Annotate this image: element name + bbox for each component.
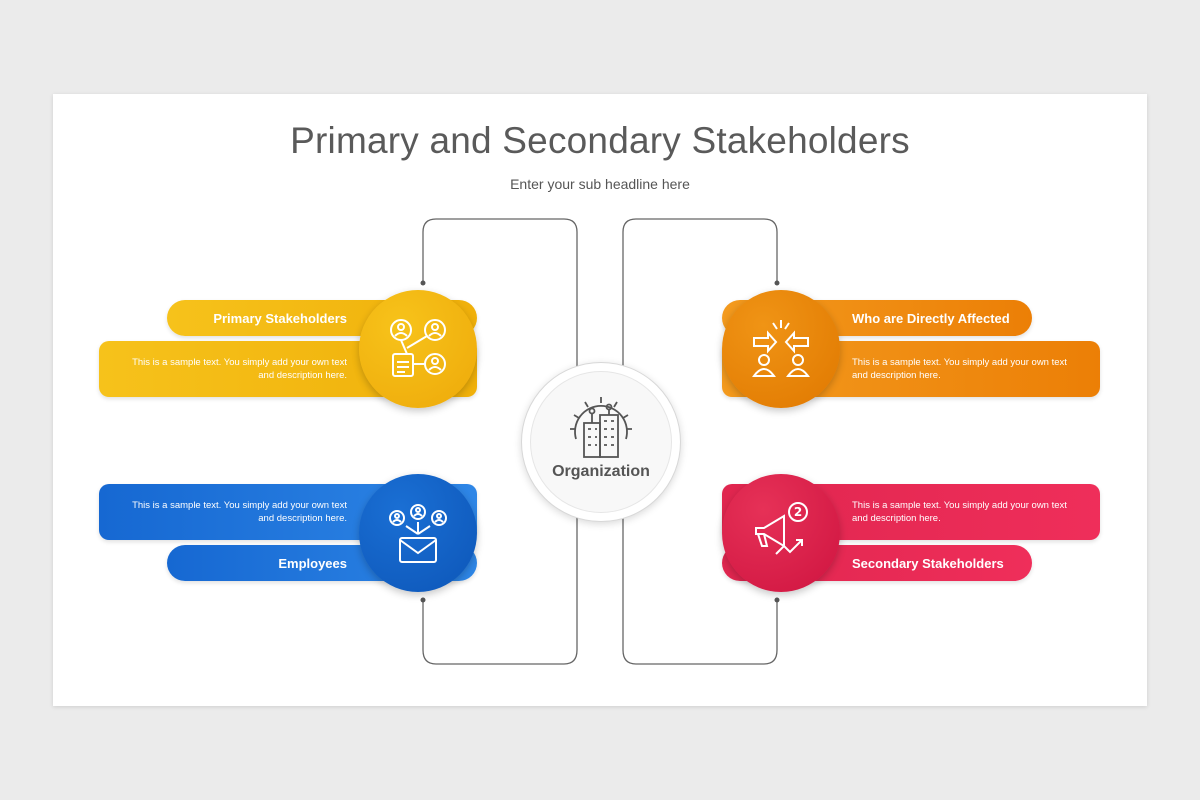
page-title: Primary and Secondary Stakeholders (290, 120, 910, 161)
card-description: This is a sample text. You simply add your own text and description here. (132, 357, 347, 381)
organization-node (521, 362, 681, 522)
card-description: This is a sample text. You simply add your own text and description here. (132, 500, 347, 524)
icon-circle (359, 290, 477, 408)
megaphone-badge-icon (746, 498, 816, 568)
icon-circle (722, 474, 840, 592)
organization-gear-building-icon (566, 393, 636, 463)
connector-dot (421, 281, 426, 286)
card-description: This is a sample text. You simply add your own text and description here. (852, 500, 1067, 524)
card-description: This is a sample text. You simply add your own text and description here. (852, 357, 1067, 381)
page-subtitle: Enter your sub headline here (510, 176, 690, 192)
card-label: Primary Stakeholders (213, 310, 347, 326)
people-envelope-icon (383, 498, 453, 568)
connector-dot (775, 598, 780, 603)
card-label: Who are Directly Affected (852, 310, 1010, 326)
connector-dot (421, 598, 426, 603)
icon-circle (722, 290, 840, 408)
card-label: Secondary Stakeholders (852, 555, 1004, 571)
network-people-icon (383, 314, 453, 384)
icon-circle (359, 474, 477, 592)
connector-dot (775, 281, 780, 286)
card-label: Employees (278, 555, 347, 571)
people-arrows-icon (746, 314, 816, 384)
svg-text:2: 2 (793, 505, 803, 519)
organization-label: Organization (552, 463, 650, 480)
